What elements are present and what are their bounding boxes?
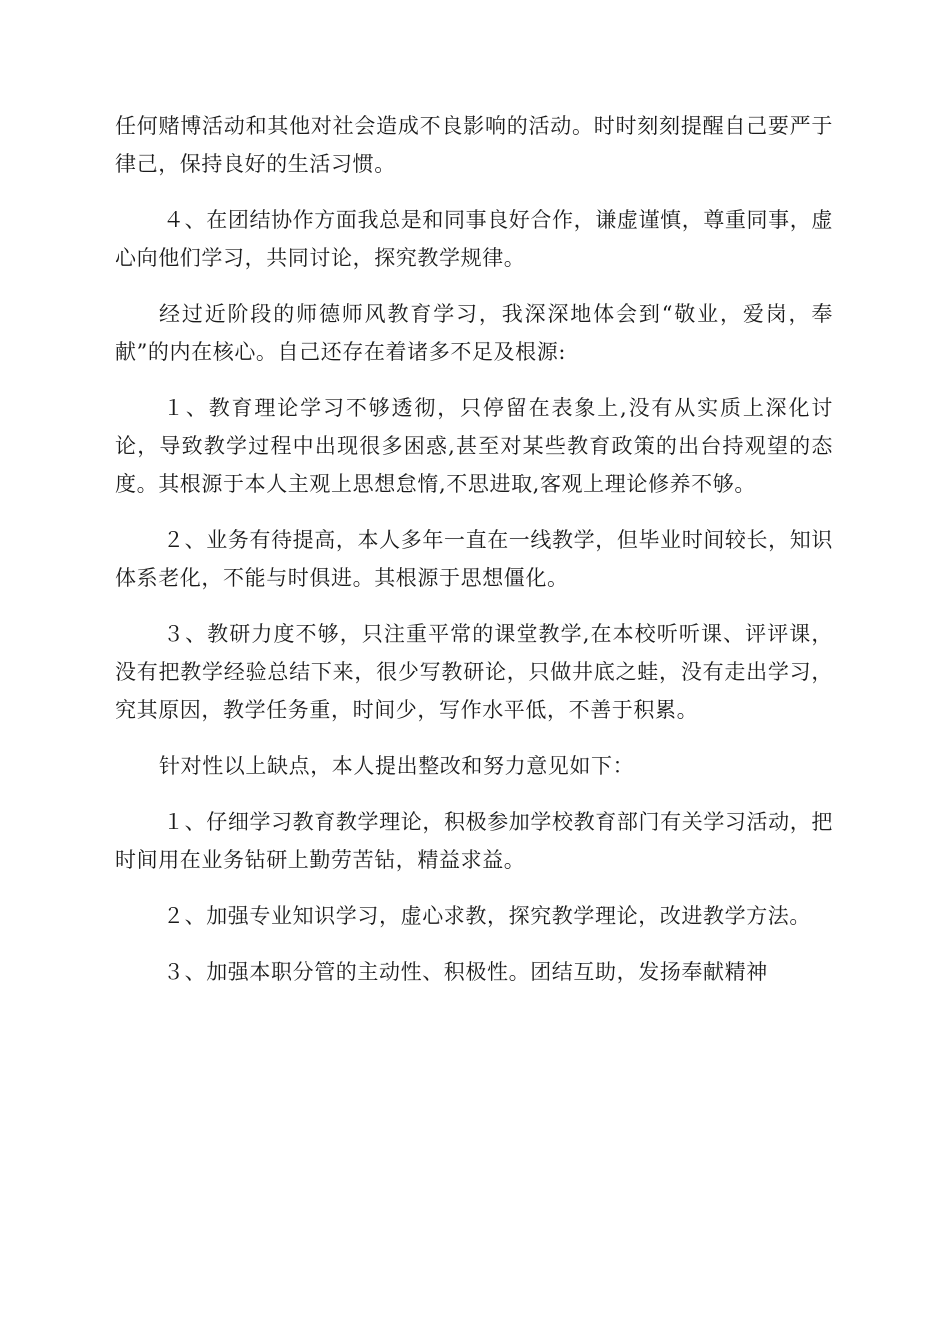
paragraph: ２、加强专业知识学习，虚心求教，探究教学理论，改进教学方法。 bbox=[163, 904, 811, 928]
paragraph: 经过近阶段的师德师风教育学习，我深深地体会到“敬业，爱岗，奉献”的内在核心。自己还存在着诸多不足及根源: bbox=[115, 302, 833, 364]
paragraph: １、教育理论学习不够透彻，只停留在表象上,没有从实质上深化讨论，导致教学过程中出现很多困惑,甚至对某些教育政策的出台持观望的态度。其根源于本人主观上思想怠惰,不思进取,客观上理论修养不够。 bbox=[115, 396, 833, 496]
paragraph: 针对性以上缺点，本人提出整改和努力意见如下： bbox=[159, 754, 635, 778]
paragraph: ３、教研力度不够，只注重平常的课堂教学,在本校听听课、评评课，没有把教学经验总结下来，很少写教研论，只做井底之蛙，没有走出学习，究其原因，教学任务重，时间少，写作水平低，不善于积累。 bbox=[115, 622, 833, 722]
paragraph: １、仔细学习教育教学理论，积极参加学校教育部门有关学习活动，把时间用在业务钻研上勤劳苦钻，精益求益。 bbox=[115, 810, 833, 872]
paragraph: ３、加强本职分管的主动性、积极性。团结互助，发扬奉献精神 bbox=[163, 960, 768, 984]
paragraph: ２、业务有待提高，本人多年一直在一线教学，但毕业时间较长，知识体系老化，不能与时俱进。其根源于思想僵化。 bbox=[115, 528, 833, 590]
document-body bbox=[115, 107, 833, 1009]
paragraph: ４、在团结协作方面我总是和同事良好合作，谦虚谨慎，尊重同事，虚心向他们学习，共同讨论，探究教学规律。 bbox=[115, 208, 833, 270]
paragraph: 任何赌博活动和其他对社会造成不良影响的活动。时时刻刻提醒自己要严于律己，保持良好的生活习惯。 bbox=[115, 114, 833, 176]
